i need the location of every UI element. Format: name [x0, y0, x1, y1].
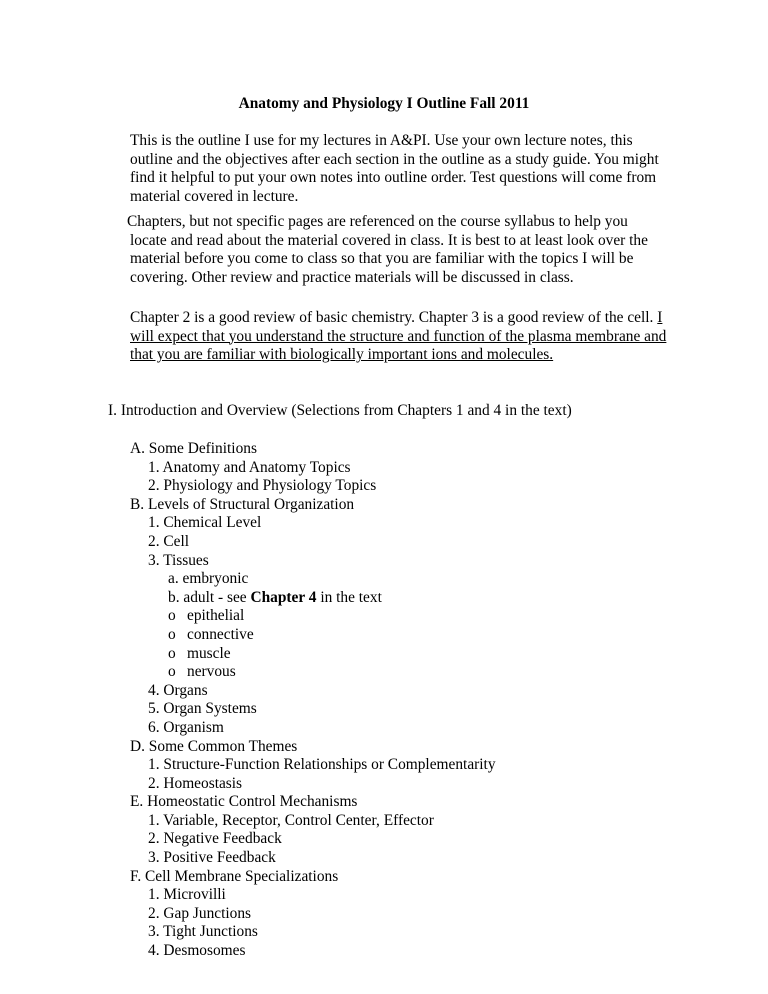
outline-item: 3. Tissues — [148, 551, 209, 569]
tissue-type: connective — [187, 625, 254, 643]
underlined-line: that you are familiar with biologically important ions and molecules. — [130, 346, 554, 364]
subitem-text: in the text — [316, 588, 382, 606]
intro-paragraph — [130, 132, 659, 206]
paragraph-line — [130, 309, 663, 328]
outline-item: 3. Positive Feedback — [148, 849, 276, 867]
outline-subitem — [130, 589, 496, 608]
paragraph-line: find it helpful to put your own notes into outline order. Test questions will come from — [130, 169, 657, 187]
paragraph-line: Chapters, but not specific pages are referenced on the course syllabus to help you — [127, 213, 628, 230]
paragraph-line: covering. Other review and practice materials will be discussed in class. — [130, 268, 574, 286]
bullet-marker: o — [168, 607, 176, 625]
outline-heading-e: E. Homeostatic Control Mechanisms — [130, 793, 358, 811]
outline-item: 4. Desmosomes — [148, 942, 246, 960]
tissue-type: nervous — [187, 663, 236, 681]
chapters-paragraph — [127, 213, 647, 287]
paragraph-line: material covered in lecture. — [130, 187, 299, 205]
review-paragraph — [130, 309, 667, 365]
tissue-type: muscle — [187, 644, 231, 662]
paragraph-text: Chapter 2 is a good review of basic chemistry. Chapter 3 is a good review of the cell. — [130, 309, 658, 326]
outline-item: 3. Tight Junctions — [148, 923, 258, 941]
outline-subitem: a. embryonic — [168, 570, 249, 588]
outline-item: 1. Microvilli — [148, 886, 226, 904]
outline-heading-b: B. Levels of Structural Organization — [130, 495, 355, 513]
tissue-bullet-item — [130, 645, 496, 664]
bullet-marker: o — [168, 663, 176, 681]
outline-heading-a: A. Some Definitions — [130, 440, 257, 457]
outline-item: 6. Organism — [148, 718, 224, 736]
outline-item: 2. Physiology and Physiology Topics — [148, 477, 377, 495]
outline-item: 2. Negative Feedback — [148, 830, 282, 848]
outline-heading-f: F. Cell Membrane Specializations — [130, 867, 339, 885]
outline-item: 4. Organs — [148, 681, 208, 699]
outline-item: 1. Variable, Receptor, Control Center, Effector — [148, 811, 434, 829]
outline-item: 1. Chemical Level — [148, 514, 262, 532]
tissue-bullet-item — [130, 607, 496, 626]
underlined-line: will expect that you understand the structure and function of the plasma membrane and — [130, 327, 667, 345]
outline-item: 1. Anatomy and Anatomy Topics — [148, 458, 351, 476]
subitem-text: b. adult - see — [168, 588, 251, 606]
paragraph-line: outline and the objectives after each section in the outline as a study guide. You might — [130, 150, 659, 168]
paragraph-line: locate and read about the material covered in class. It is best to at least look over the — [130, 231, 648, 249]
bullet-marker: o — [168, 644, 176, 662]
outline-item: 2. Gap Junctions — [148, 904, 252, 922]
tissue-bullet-item — [130, 626, 496, 645]
outline-item: 2. Homeostasis — [148, 774, 243, 792]
document-title: Anatomy and Physiology I Outline Fall 2011 — [238, 95, 530, 112]
tissue-type: epithelial — [187, 607, 245, 625]
chapter-reference: Chapter 4 — [250, 588, 317, 606]
paragraph-line: material before you come to class so that you are familiar with the topics I will be — [130, 250, 634, 268]
section-heading: I. Introduction and Overview (Selections from Chapters 1 and 4 in the text) — [108, 402, 572, 419]
bullet-marker: o — [168, 625, 176, 643]
outline-item: 5. Organ Systems — [148, 700, 257, 718]
underlined-text: I — [657, 309, 663, 326]
paragraph-line: This is the outline I use for my lectures in A&PI. Use your own lecture notes, this — [130, 132, 633, 149]
outline-list — [130, 440, 496, 961]
outline-item: 1. Structure-Function Relationships or Complementarity — [148, 756, 496, 774]
tissue-bullet-item — [130, 663, 496, 682]
outline-heading-d: D. Some Common Themes — [130, 737, 298, 755]
outline-item: 2. Cell — [148, 532, 190, 550]
